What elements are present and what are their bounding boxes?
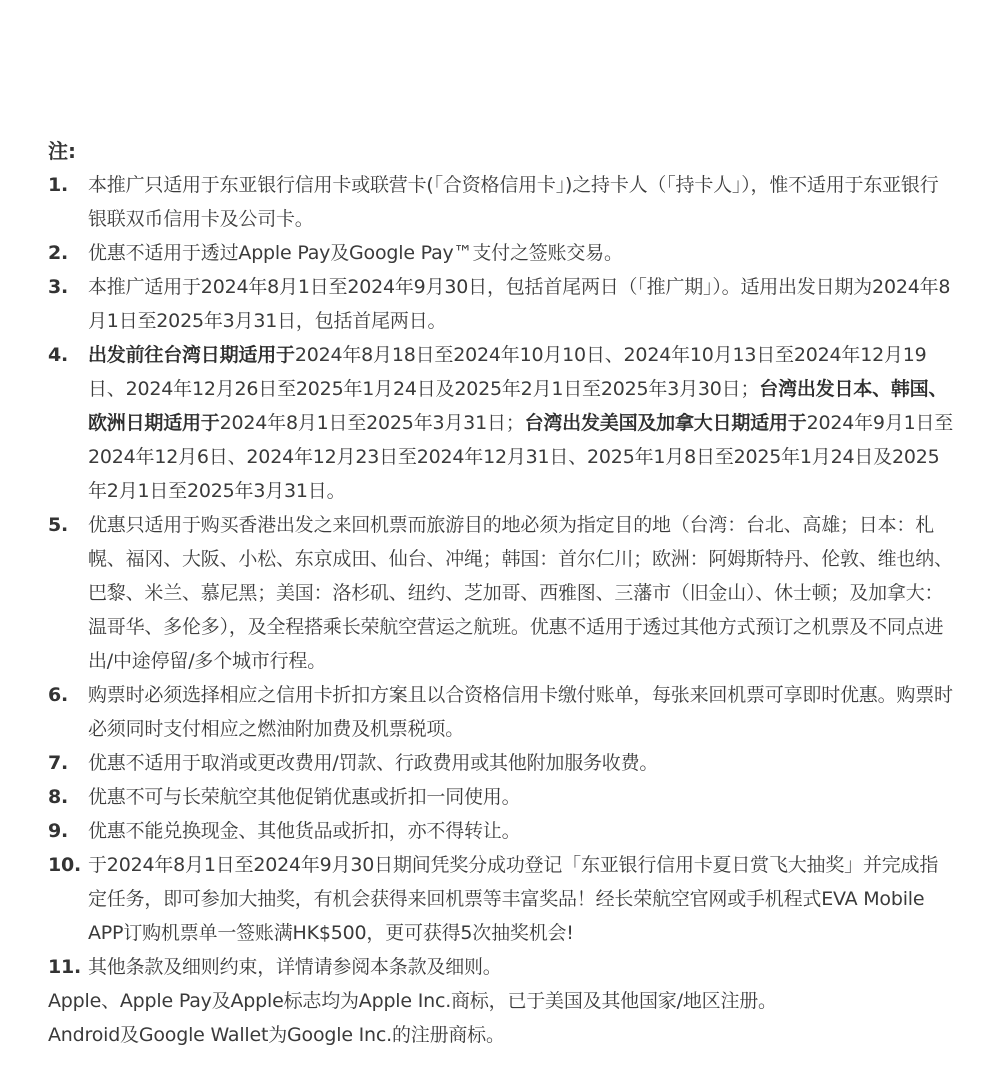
term-text: 优惠不适用于取消或更改费用/罚款、行政费用或其他附加服务收费。	[88, 752, 659, 774]
term-number: 6.	[48, 684, 69, 706]
term-number: 1.	[48, 174, 69, 196]
term-bold-japan-korea-europe: 台湾出发日本、韩国、欧洲日期适用于	[88, 378, 948, 434]
term-text: 2024年9月1日至2024年12月6日、2024年12月23日至2024年12月31日、2025年1月8日至2025年1月24日及2025年2月1日至2025年3月31日。	[88, 412, 954, 502]
term-item-3	[48, 270, 954, 338]
term-number: 7.	[48, 752, 69, 774]
term-text: 购票时必须选择相应之信用卡折扣方案且以合资格信用卡缴付账单，每张来回机票可享即时优惠。购票时必须同时支付相应之燃油附加费及机票税项。	[88, 684, 953, 740]
term-item-11	[48, 950, 954, 984]
term-item-6	[48, 678, 954, 746]
term-bold-usa-canada: 台湾出发美国及加拿大日期适用于	[524, 412, 807, 434]
term-item-7	[48, 746, 954, 780]
term-item-1	[48, 168, 954, 236]
term-text: 优惠不能兑换现金、其他货品或折扣，亦不得转让。	[88, 820, 521, 842]
term-text: 本推广只适用于东亚银行信用卡或联营卡(「合资格信用卡」)之持卡人（「持卡人」），惟不适用于东亚银行银联双币信用卡及公司卡。	[88, 174, 939, 230]
term-number: 9.	[48, 820, 69, 842]
term-item-2	[48, 236, 954, 270]
term-text: 于2024年8月1日至2024年9月30日期间凭奖分成功登记「东亚银行信用卡夏日赏飞大抽奖」并完成指定任务，即可参加大抽奖，有机会获得来回机票等丰富奖品！经长荣航空官网或手机程式EVA Mobile APP订购机票单一签账满HK$500，更可获得5次抽奖机会!	[88, 854, 939, 944]
term-text: 优惠不适用于透过Apple Pay及Google Pay™支付之签账交易。	[88, 242, 623, 264]
apple-trademark-note: Apple、Apple Pay及Apple标志均为Apple Inc.商标，已于美国及其他国家/地区注册。	[48, 990, 777, 1012]
term-text: 2024年8月18日至2024年10月10日、2024年10月13日至2024年12月19日、2024年12月26日至2025年1月24日及2025年2月1日至2025年3月30日；	[88, 344, 927, 400]
term-number: 3.	[48, 276, 69, 298]
term-number: 5.	[48, 514, 69, 536]
term-bold-taiwan-arrival: 出发前往台湾日期适用于	[88, 344, 295, 366]
term-item-5	[48, 508, 954, 678]
notes-heading: 注:	[48, 139, 76, 163]
term-text: 其他条款及细则约束，详情请参阅本条款及细则。	[88, 956, 502, 978]
term-number: 4.	[48, 344, 69, 366]
term-text: 优惠只适用于购买香港出发之来回机票而旅游目的地必须为指定目的地（台湾：台北、高雄；日本：札幌、福冈、大阪、小松、东京成田、仙台、冲绳；韩国：首尔仁川；欧洲：阿姆斯特丹、伦敦、维也纳、巴黎、米兰、慕尼黑；美国：洛杉矶、纽约、芝加哥、西雅图、三藩市（旧金山）、休士顿；及加拿大：温哥华、多伦多），及全程搭乘长荣航空营运之航班。优惠不适用于透过其他方式预订之机票及不同点进出/中途停留/多个城市行程。	[88, 514, 953, 672]
term-number: 8.	[48, 786, 69, 808]
term-item-9	[48, 814, 954, 848]
term-text: 2024年8月1日至2025年3月31日；	[219, 412, 525, 434]
term-item-4	[48, 338, 954, 508]
term-item-10	[48, 848, 954, 950]
term-number: 11.	[48, 956, 82, 978]
term-text: 本推广适用于2024年8月1日至2024年9月30日，包括首尾两日（「推广期」）。适用出发日期为2024年8月1日至2025年3月31日，包括首尾两日。	[88, 276, 951, 332]
terms-list	[48, 168, 954, 984]
term-number: 10.	[48, 854, 82, 876]
term-item-8	[48, 780, 954, 814]
term-text: 优惠不可与长荣航空其他促销优惠或折扣一同使用。	[88, 786, 521, 808]
google-trademark-note: Android及Google Wallet为Google Inc.的注册商标。	[48, 1024, 505, 1046]
term-number: 2.	[48, 242, 69, 264]
